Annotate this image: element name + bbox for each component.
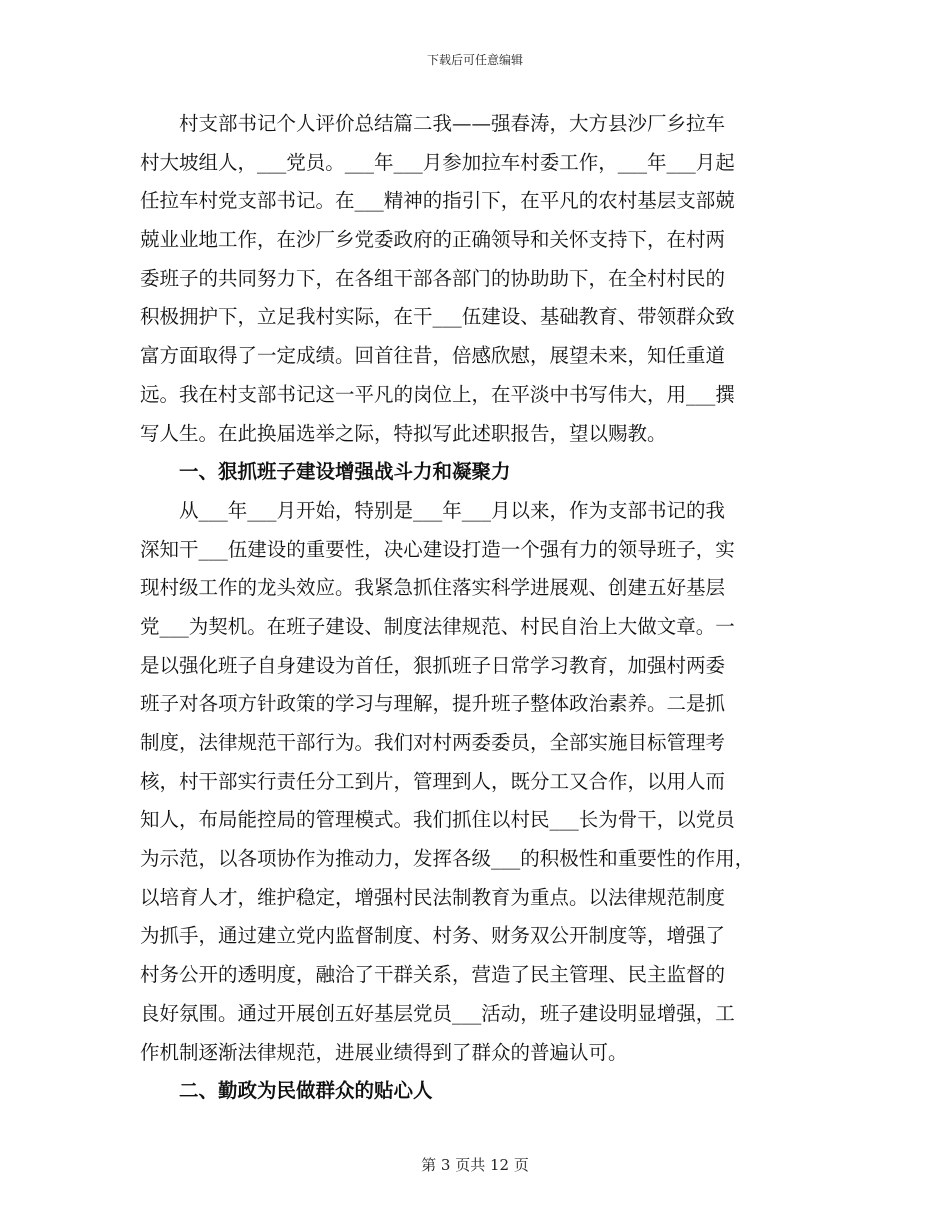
text-line: 村支部书记个人评价总结篇二我——强春涛，大方县沙厂乡拉车 <box>140 112 726 135</box>
page-footer: 第 3 页共 12 页 <box>421 1156 529 1174</box>
text-line: 积极拥护下，立足我村实际，在干___伍建设、基础教育、带领群众致 <box>140 305 735 329</box>
text-line: 写人生。在此换届选举之际，特拟写此述职报告，望以赐教。 <box>140 421 667 445</box>
text-line: 村大坡组人，___党员。___年___月参加拉车村委工作，___年___月起 <box>140 150 735 174</box>
text-line: 作机制逐渐法律规范，进展业绩得到了群众的普遍认可。 <box>140 1040 628 1064</box>
text-line: 兢业业地工作，在沙厂乡党委政府的正确领导和关怀支持下，在村两 <box>140 228 726 252</box>
text-line: 为示范，以各项协作为推动力，发挥各级___的积极性和重要性的作用， <box>140 847 755 871</box>
text-line: 党___为契机。在班子建设、制度法律规范、村民自治上大做文章。一 <box>140 614 735 638</box>
text-line: 富方面取得了一定成绩。回首往昔，倍感欣慰，展望未来，知任重道 <box>140 344 726 368</box>
text-line: 任拉车村党支部书记。在___精神的指引下，在平凡的农村基层支部兢 <box>140 189 735 213</box>
text-line: 以培育人才，维护稳定，增强村民法制教育为重点。以法律规范制度 <box>140 885 726 909</box>
text-line: 制度，法律规范干部行为。我们对村两委委员，全部实施目标管理考 <box>140 731 726 754</box>
text-line: 核，村干部实行责任分工到片，管理到人，既分工又合作，以用人而 <box>140 769 726 793</box>
text-line: 深知干___伍建设的重要性，决心建设打造一个强有力的领导班子，实 <box>140 537 735 561</box>
text-line: 是以强化班子自身建设为首任，狠抓班子日常学习教育，加强村两委 <box>140 653 726 677</box>
text-line: 远。我在村支部书记这一平凡的岗位上，在平淡中书写伟大，用___撰 <box>140 382 735 406</box>
text-line: 村务公开的透明度，融洽了干群关系，营造了民主管理、民主监督的 <box>140 963 726 987</box>
text-line: 现村级工作的龙头效应。我紧急抓住落实科学进展观、创建五好基层 <box>140 576 726 600</box>
text-line: 班子对各项方针政策的学习与理解，提升班子整体政治素养。二是抓 <box>140 692 726 716</box>
text-line: 从___年___月开始，特别是___年___月以来，作为支部书记的我 <box>140 498 726 522</box>
text-line: 良好氛围。通过开展创五好基层党员___活动，班子建设明显增强，工 <box>140 1001 735 1025</box>
section-heading: 二、勤政为民做群众的贴心人 <box>140 1079 433 1103</box>
text-line: 为抓手，通过建立党内监督制度、村务、财务双公开制度等，增强了 <box>140 924 726 948</box>
section-heading: 一、狠抓班子建设增强战斗力和凝聚力 <box>140 460 511 484</box>
text-line: 委班子的共同努力下，在各组干部各部门的协助助下，在全村村民的 <box>140 266 726 290</box>
document-body <box>140 105 800 1111</box>
page-header: 下载后可任意编辑 <box>426 53 523 67</box>
text-line: 知人，布局能控局的管理模式。我们抓住以村民___长为骨干，以党员 <box>140 808 735 832</box>
